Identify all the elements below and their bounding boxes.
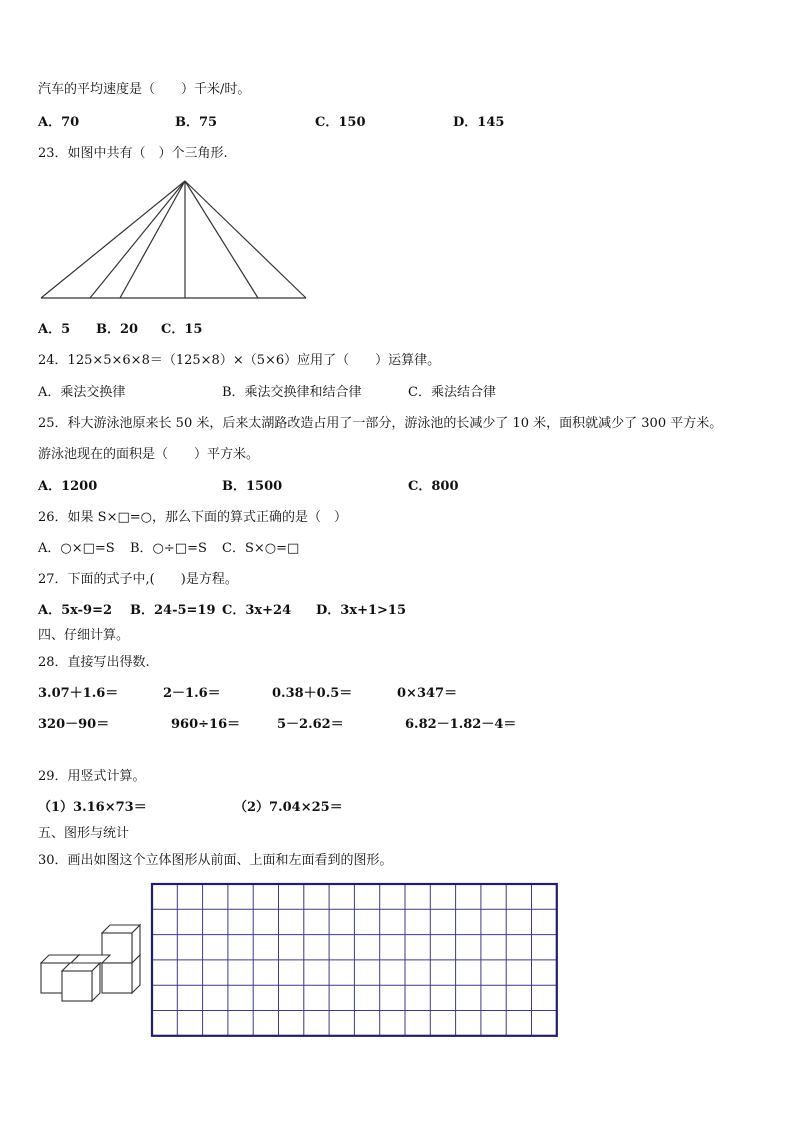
q24-option-c[interactable]: C．乘法结合律 bbox=[408, 385, 496, 400]
q22-stem-continuation: 汽车的平均速度是（ ）千米/时。 bbox=[38, 82, 251, 97]
q28-item: 0.38＋0.5＝ bbox=[272, 686, 353, 701]
q22-option-b[interactable]: B．75 bbox=[175, 115, 218, 130]
q24-stem: 24．125×5×6×8＝（125×8）×（5×6）应用了（ ）运算律。 bbox=[38, 353, 441, 368]
q28-item: 2－1.6＝ bbox=[163, 686, 221, 701]
cube-solid-figure bbox=[38, 920, 148, 1005]
q23-stem: 23．如图中共有（ ）个三角形. bbox=[38, 146, 228, 161]
q29-item-1: （1）3.16×73＝ bbox=[38, 800, 147, 815]
q27-option-c[interactable]: C．3x+24 bbox=[222, 603, 292, 618]
q25-option-b[interactable]: B．1500 bbox=[222, 479, 283, 494]
q23-option-b[interactable]: B．20 bbox=[96, 322, 139, 337]
q27-option-d[interactable]: D．3x+1>15 bbox=[316, 603, 406, 618]
q25-stem-line1: 25．科大游泳池原来长 50 米，后来太湖路改造占用了一部分，游泳池的长减少了 10 米，面积就减少了 300 平方米。 bbox=[38, 416, 723, 431]
q27-option-a[interactable]: A．5x-9=2 bbox=[38, 603, 113, 618]
q26-option-b[interactable]: B．○÷□=S bbox=[130, 541, 207, 556]
q23-option-c[interactable]: C．15 bbox=[161, 322, 203, 337]
q23-option-a[interactable]: A．5 bbox=[38, 322, 71, 337]
section4-title: 四、仔细计算。 bbox=[38, 628, 130, 643]
q26-stem: 26．如果 S×□=○，那么下面的算式正确的是（ ） bbox=[38, 510, 347, 525]
q29-item-2: （2）7.04×25＝ bbox=[234, 800, 343, 815]
q28-stem: 28．直接写出得数. bbox=[38, 655, 150, 670]
q24-option-a[interactable]: A．乘法交换律 bbox=[38, 385, 126, 400]
q29-stem: 29．用竖式计算。 bbox=[38, 769, 146, 784]
q28-item: 3.07＋1.6＝ bbox=[38, 686, 119, 701]
q22-option-a[interactable]: A．70 bbox=[38, 115, 80, 130]
q26-option-a[interactable]: A．○×□=S bbox=[38, 541, 115, 556]
drawing-grid[interactable] bbox=[150, 882, 560, 1038]
q28-item: 960÷16＝ bbox=[171, 717, 241, 732]
section5-title: 五、图形与统计 bbox=[38, 826, 130, 841]
q24-option-b[interactable]: B．乘法交换律和结合律 bbox=[222, 385, 362, 400]
q28-item: 6.82－1.82－4＝ bbox=[405, 717, 517, 732]
q28-item: 320－90＝ bbox=[38, 717, 110, 732]
q22-option-c[interactable]: C．150 bbox=[315, 115, 366, 130]
q25-option-c[interactable]: C．800 bbox=[408, 479, 459, 494]
q30-stem: 30．画出如图这个立体图形从前面、上面和左面看到的图形。 bbox=[38, 853, 393, 868]
q27-option-b[interactable]: B．24-5=19 bbox=[130, 603, 216, 618]
triangle-figure bbox=[38, 178, 308, 303]
q28-item: 5－2.62＝ bbox=[277, 717, 344, 732]
q25-stem-line2: 游泳池现在的面积是（ ）平方米。 bbox=[38, 447, 260, 462]
q27-stem: 27．下面的式子中,( )是方程。 bbox=[38, 572, 238, 587]
q26-option-c[interactable]: C．S×○=□ bbox=[222, 541, 300, 556]
q25-option-a[interactable]: A．1200 bbox=[38, 479, 98, 494]
q28-item: 0×347＝ bbox=[397, 686, 458, 701]
q22-option-d[interactable]: D．145 bbox=[453, 115, 505, 130]
